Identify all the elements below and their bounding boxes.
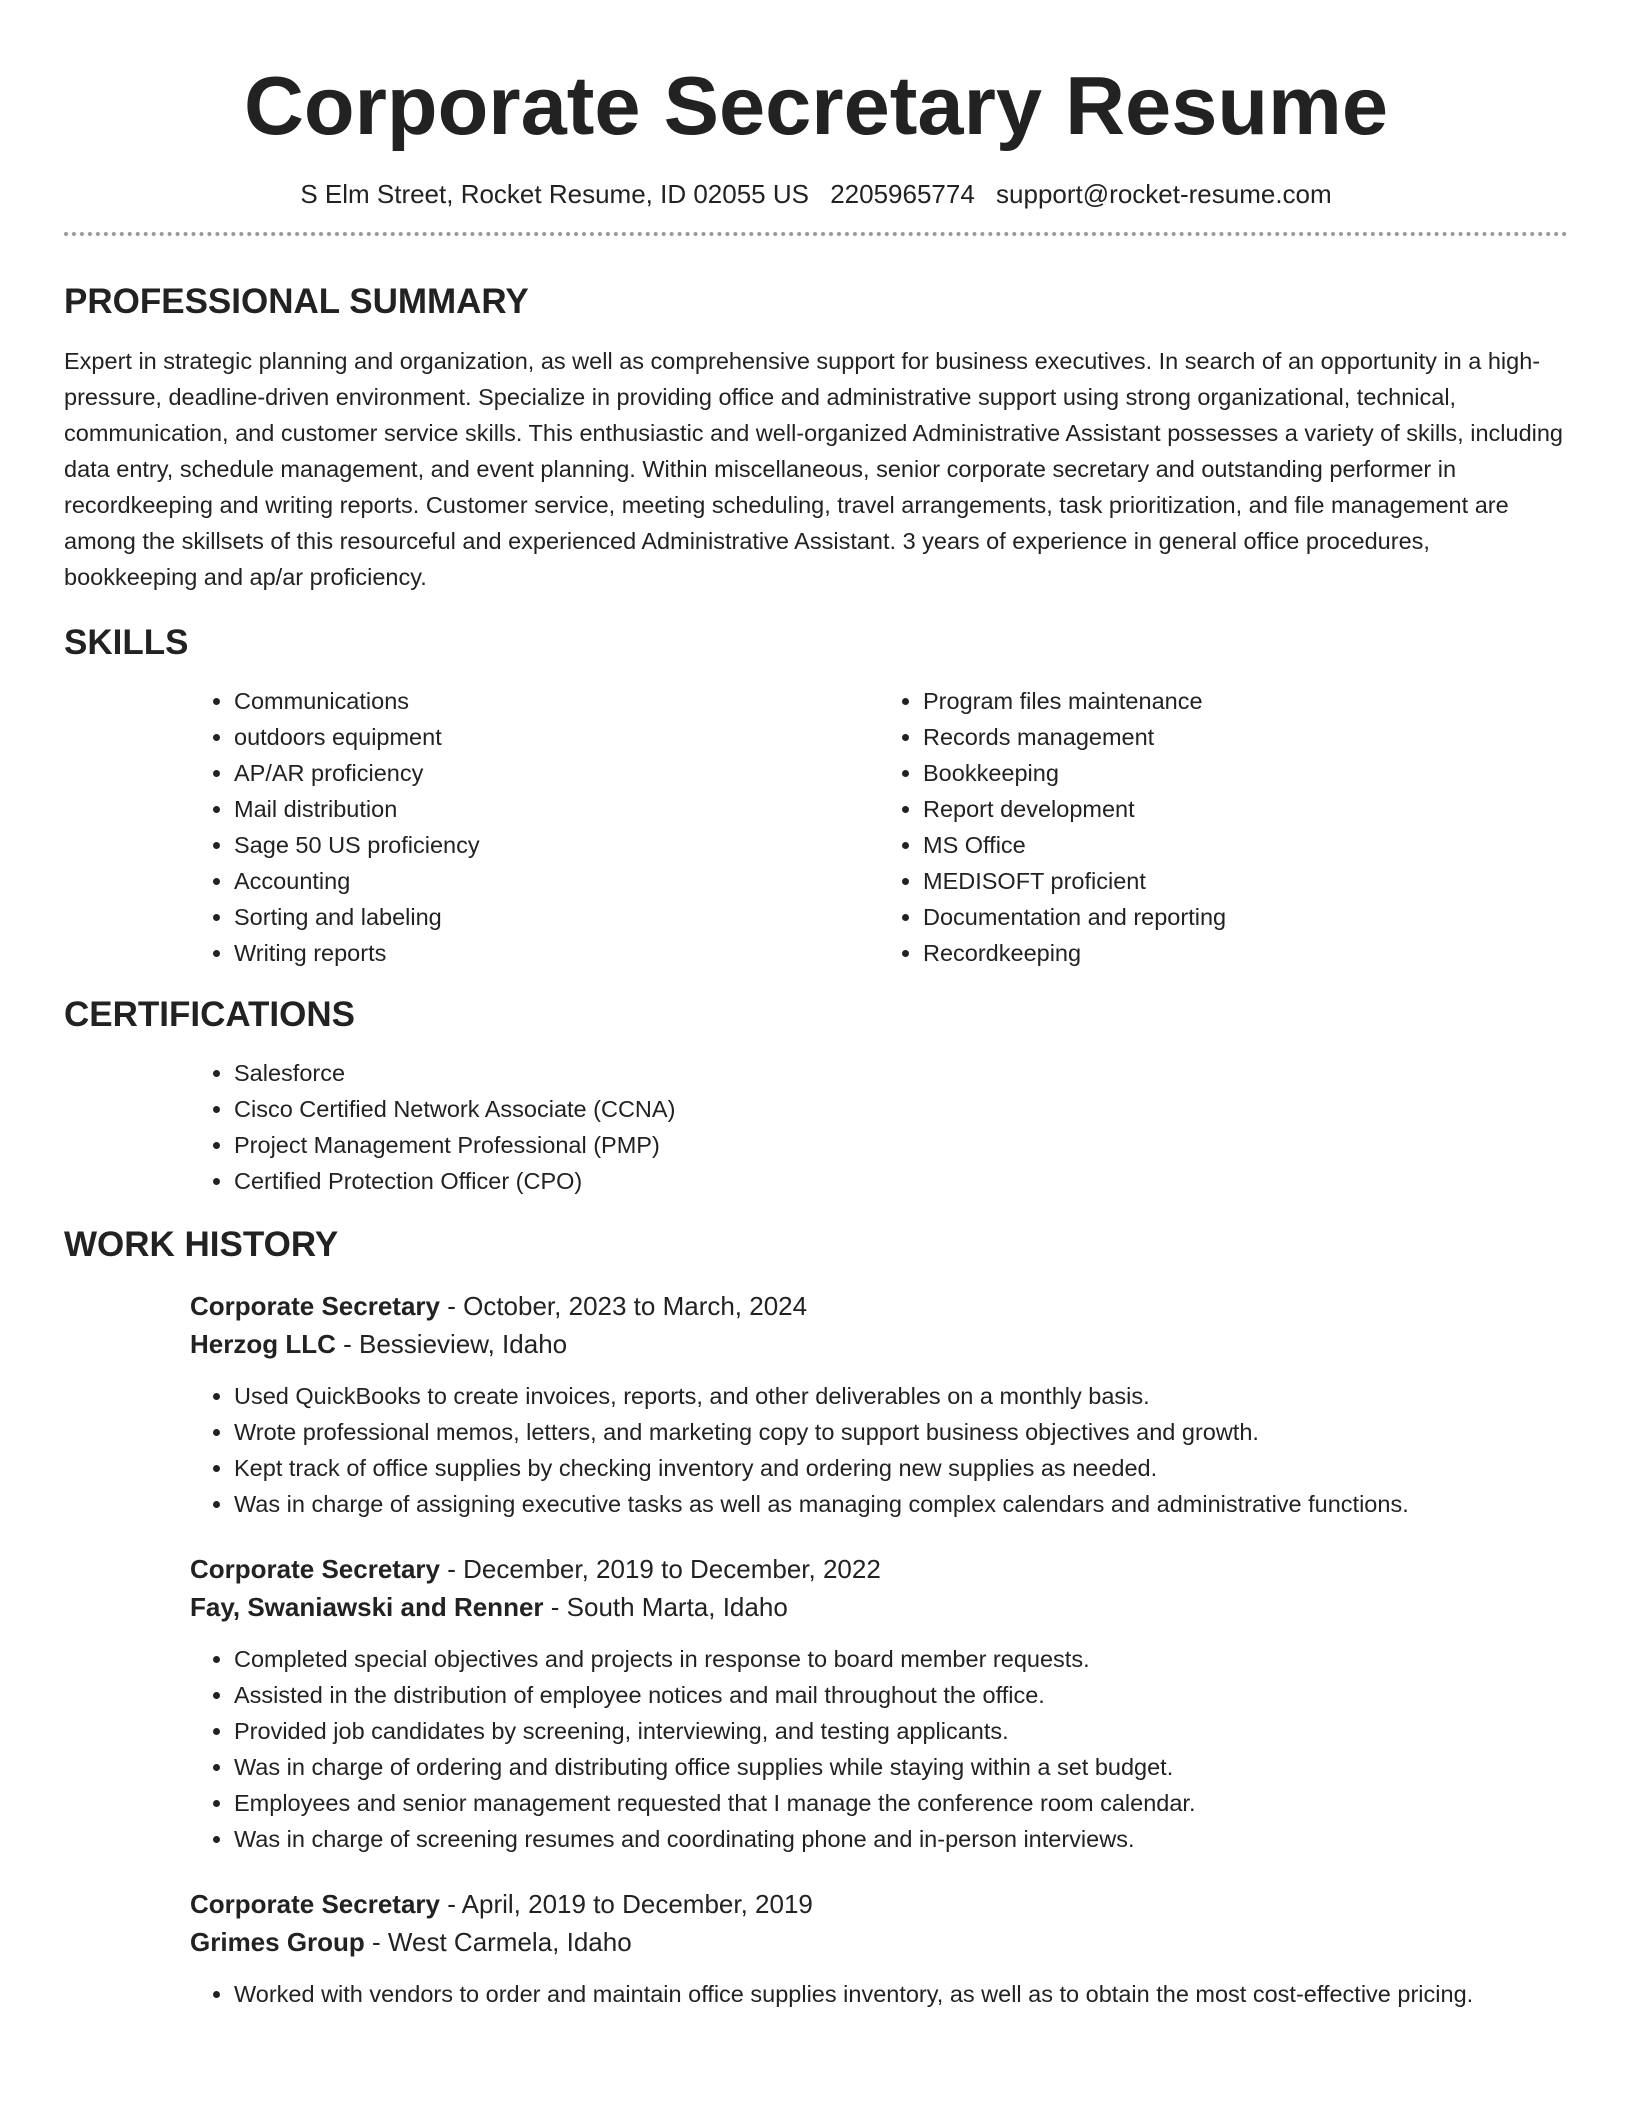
job-company: Herzog LLC (190, 1329, 336, 1359)
job-company-line (190, 1923, 1568, 1961)
job-bullets (190, 1641, 1568, 1857)
skills-heading: SKILLS (64, 623, 189, 662)
job-bullet: • Kept track of office supplies by checking inventory and ordering new supplies as needed. (234, 1450, 1568, 1486)
job-location: - South Marta, Idaho (543, 1592, 788, 1622)
job-location: - Bessieview, Idaho (335, 1329, 568, 1359)
resume-page (64, 0, 1568, 2012)
work-heading: WORK HISTORY (64, 1225, 339, 1264)
certification-item: • Project Management Professional (PMP) (234, 1127, 1568, 1163)
skill-item: • Records management (923, 719, 1568, 755)
certifications-heading: CERTIFICATIONS (64, 995, 356, 1034)
skill-item: • Mail distribution (234, 791, 879, 827)
job-bullet: • Was in charge of assigning executive tasks as well as managing complex calendars and administrative functions. (234, 1486, 1568, 1522)
job-entry (190, 1550, 1568, 1857)
summary-text: Expert in strategic planning and organization, as well as comprehensive support for business executives. In search of an opportunity in a high-pressure, deadline-driven environment. Specialize in providing office and administrative support using strong organizational, technical, communication, and customer service skills. This enthusiastic and well-organized Administrative Assistant possesses a variety of skills, including data entry, schedule management, and event planning. Within miscellaneous, senior corporate secretary and outstanding performer in recordkeeping and writing reports. Customer service, meeting scheduling, travel arrangements, task prioritization, and file management are among the skillsets of this resourceful and experienced Administrative Assistant. 3 years of experience in general office procedures, bookkeeping and ap/ar proficiency. (64, 348, 1563, 590)
certifications-section (64, 993, 1568, 1199)
job-dates: - December, 2019 to December, 2022 (440, 1554, 881, 1584)
skill-item: • MEDISOFT proficient (923, 863, 1568, 899)
certification-item: • Salesforce (234, 1055, 1568, 1091)
job-company: Fay, Swaniawski and Renner (190, 1592, 544, 1622)
job-title: Corporate Secretary (190, 1291, 440, 1321)
skills-right-list (879, 683, 1568, 971)
job-title: Corporate Secretary (190, 1554, 440, 1584)
skill-item: • outdoors equipment (234, 719, 879, 755)
job-bullet: • Worked with vendors to order and maintain office supplies inventory, as well as to obtain the most cost-effective pricing. (234, 1976, 1568, 2012)
job-bullet: • Wrote professional memos, letters, and marketing copy to support business objectives and growth. (234, 1414, 1568, 1450)
contact-email: support@rocket-resume.com (996, 179, 1332, 209)
job-title-line (190, 1550, 1568, 1588)
summary-heading: PROFESSIONAL SUMMARY (64, 282, 529, 321)
skill-item: • Report development (923, 791, 1568, 827)
certifications-list (190, 1055, 1568, 1199)
job-company-line (190, 1588, 1568, 1626)
job-entry (190, 1885, 1568, 2012)
job-bullet: • Provided job candidates by screening, interviewing, and testing applicants. (234, 1713, 1568, 1749)
header-divider (64, 232, 1568, 236)
skills-left-list (190, 683, 879, 971)
skill-item: • Accounting (234, 863, 879, 899)
job-title-line (190, 1885, 1568, 1923)
skill-item: • Bookkeeping (923, 755, 1568, 791)
job-bullet: • Was in charge of ordering and distributing office supplies while staying within a set budget. (234, 1749, 1568, 1785)
job-company: Grimes Group (190, 1927, 365, 1957)
job-title: Corporate Secretary (190, 1889, 440, 1919)
skill-item: • Sorting and labeling (234, 899, 879, 935)
skill-item: • MS Office (923, 827, 1568, 863)
skill-item: • Recordkeeping (923, 935, 1568, 971)
job-company-line (190, 1325, 1568, 1363)
skill-item: • Documentation and reporting (923, 899, 1568, 935)
certifications-body (190, 1055, 1568, 1199)
certification-item: • Cisco Certified Network Associate (CCNA) (234, 1091, 1568, 1127)
skill-item: • Writing reports (234, 935, 879, 971)
resume-title: Corporate Secretary Resume (243, 59, 1389, 152)
skills-section (64, 621, 1568, 971)
job-title-line (190, 1287, 1568, 1325)
contact-info (64, 178, 1568, 210)
job-location: - West Carmela, Idaho (364, 1927, 632, 1957)
job-bullet: • Completed special objectives and projects in response to board member requests. (234, 1641, 1568, 1677)
job-bullets (190, 1378, 1568, 1522)
skill-item: • Sage 50 US proficiency (234, 827, 879, 863)
job-bullets (190, 1976, 1568, 2012)
skills-columns (190, 683, 1568, 971)
contact-address: S Elm Street, Rocket Resume, ID 02055 US (300, 179, 809, 209)
job-entry (190, 1287, 1568, 1522)
skill-item: • Communications (234, 683, 879, 719)
job-dates: - April, 2019 to December, 2019 (440, 1889, 813, 1919)
work-section (64, 1223, 1568, 2012)
contact-phone: 2205965774 (830, 179, 975, 209)
skill-item: • AP/AR proficiency (234, 755, 879, 791)
job-dates: - October, 2023 to March, 2024 (440, 1291, 808, 1321)
job-bullet: • Used QuickBooks to create invoices, reports, and other deliverables on a monthly basis. (234, 1378, 1568, 1414)
job-bullet: • Employees and senior management requested that I manage the conference room calendar. (234, 1785, 1568, 1821)
summary-section (64, 280, 1568, 595)
certification-item: • Certified Protection Officer (CPO) (234, 1163, 1568, 1199)
job-bullet: • Was in charge of screening resumes and coordinating phone and in-person interviews. (234, 1821, 1568, 1857)
skill-item: • Program files maintenance (923, 683, 1568, 719)
job-bullet: • Assisted in the distribution of employee notices and mail throughout the office. (234, 1677, 1568, 1713)
